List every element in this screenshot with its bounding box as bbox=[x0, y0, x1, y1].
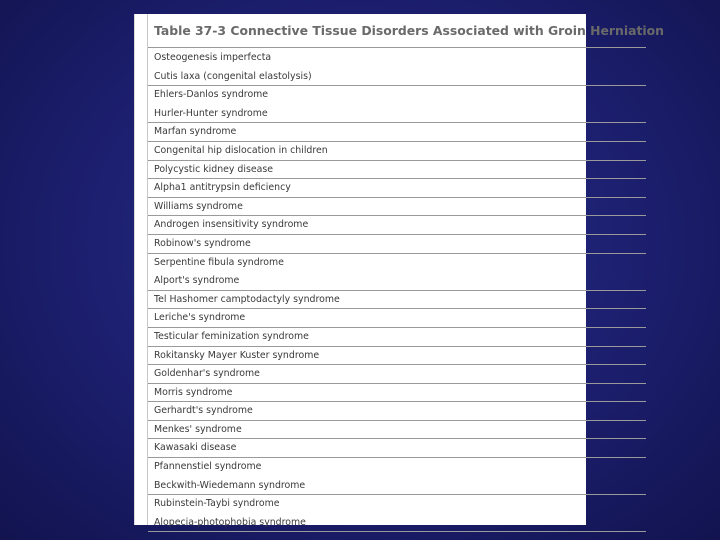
table-row: Ehlers-Danlos syndrome bbox=[154, 89, 269, 101]
table-row: Beckwith-Wiedemann syndrome bbox=[148, 477, 646, 496]
table-row: Robinow's syndrome bbox=[148, 235, 646, 254]
table-row: Gerhardt's syndrome bbox=[148, 402, 646, 421]
table-row: Cutis laxa (congenital elastolysis) bbox=[148, 68, 646, 87]
table-row: Androgen insensitivity syndrome bbox=[148, 216, 646, 235]
table-row: Morris syndrome bbox=[148, 384, 646, 403]
table-title: Table 37-3 Connective Tissue Disorders Associated with Groin Herniation bbox=[148, 14, 646, 48]
table bbox=[147, 14, 664, 528]
table-row: Rokitansky Mayer Kuster syndrome bbox=[148, 347, 646, 366]
table-row: Osteogenesis imperfecta bbox=[154, 52, 272, 63]
table-row: Alopecia-photophobia syndrome bbox=[148, 514, 646, 533]
table-row: Hurler-Hunter syndrome bbox=[148, 105, 646, 124]
table-body bbox=[148, 48, 646, 532]
table-image bbox=[134, 14, 664, 528]
table-row: Tel Hashomer camptodactyly syndrome bbox=[148, 291, 646, 310]
table-row: Polycystic kidney disease bbox=[148, 161, 646, 180]
table-row: Marfan syndrome bbox=[148, 123, 646, 142]
table-row: Alpha1 antitrypsin deficiency bbox=[148, 179, 646, 198]
table-row: Rubinstein-Taybi syndrome bbox=[154, 498, 280, 510]
table-row: Menkes' syndrome bbox=[148, 421, 646, 440]
table-row: Serpentine fibula syndrome bbox=[154, 256, 284, 268]
table-row: Congenital hip dislocation in children bbox=[148, 142, 646, 161]
table-row: Alport's syndrome bbox=[148, 272, 646, 291]
table-row: Kawasaki disease bbox=[148, 439, 646, 458]
table-row: Pfannenstiel syndrome bbox=[154, 461, 262, 473]
table-row: Leriche's syndrome bbox=[148, 309, 646, 328]
table-row: Goldenhar's syndrome bbox=[148, 365, 646, 384]
table-row: Williams syndrome bbox=[148, 198, 646, 217]
table-row: Testicular feminization syndrome bbox=[148, 328, 646, 347]
